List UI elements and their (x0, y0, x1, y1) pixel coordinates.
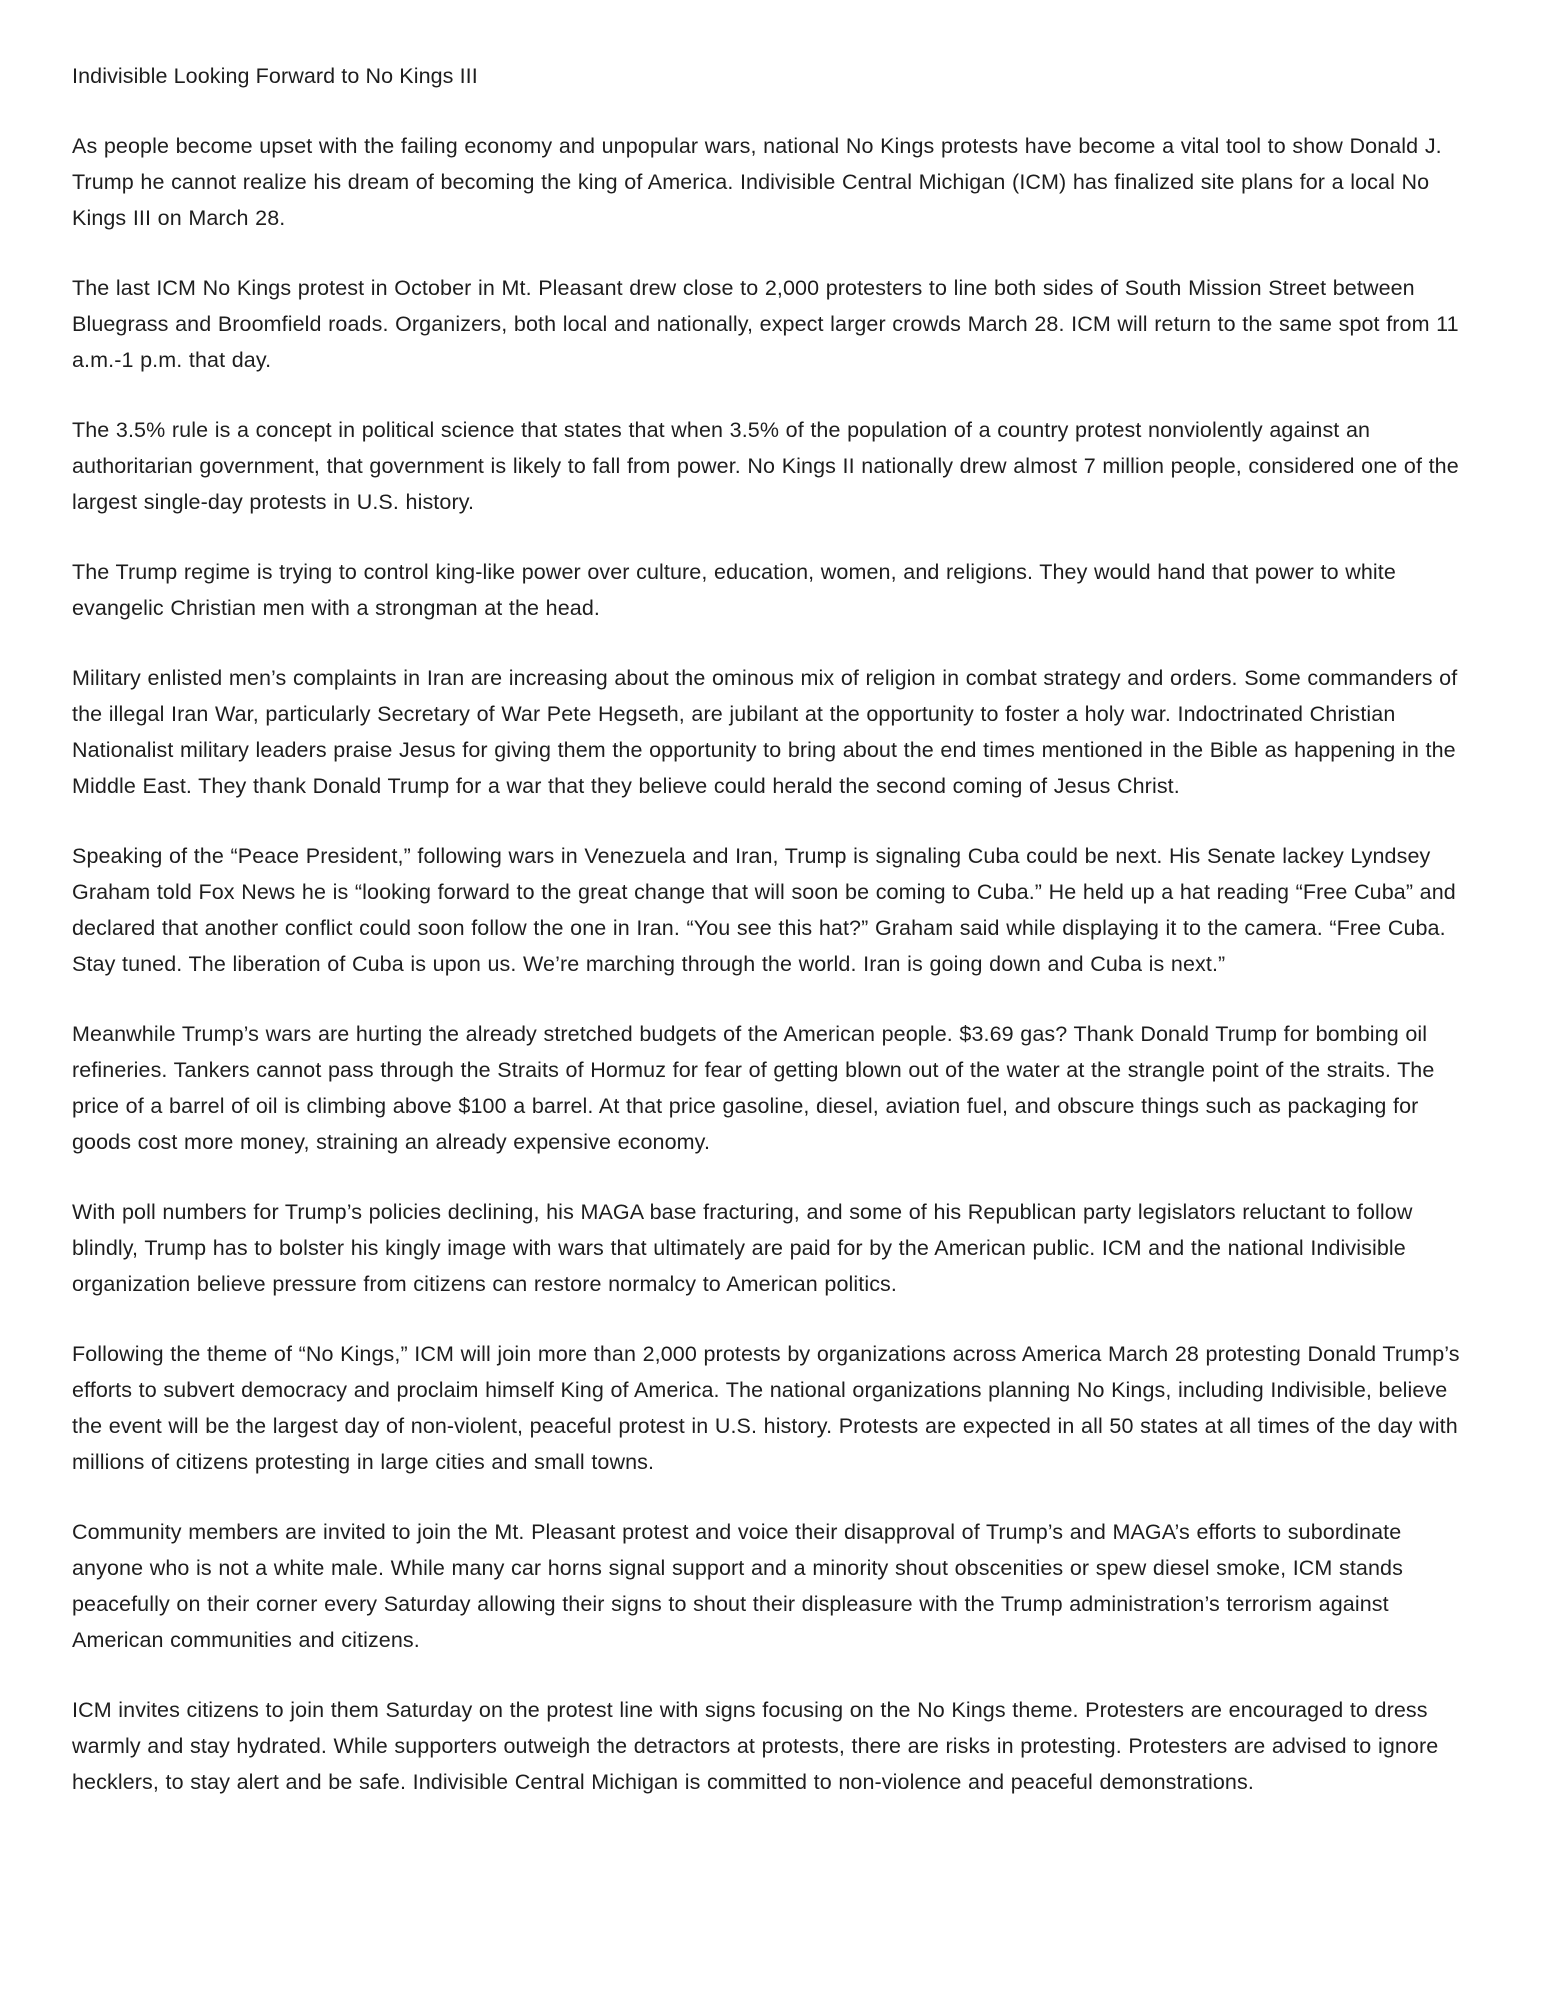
article-paragraph: The 3.5% rule is a concept in political science that states that when 3.5% of the population of a country protest nonviolently against an authoritarian government, that government is likely to fall from power. No Kings II nationally drew almost 7 million people, considered one of the largest single-day protests in U.S. history. (72, 418, 1459, 514)
article-paragraph: As people become upset with the failing economy and unpopular wars, national No Kings protests have become a vital tool to show Donald J. Trump he cannot realize his dream of becoming the king of America. Indivisible Central Michigan (ICM) has finalized site plans for a local No Kings III on March 28. (72, 134, 1442, 230)
article-paragraph: Community members are invited to join the Mt. Pleasant protest and voice their disapproval of Trump’s and MAGA’s efforts to subordinate anyone who is not a white male. While many car horns signal support and a minority shout obscenities or spew diesel smoke, ICM stands peacefully on their corner every Saturday allowing their signs to shout their displeasure with the Trump administration’s terrorism against American communities and citizens. (72, 1520, 1403, 1652)
article-paragraph: ICM invites citizens to join them Saturday on the protest line with signs focusing on the No Kings theme. Protesters are encouraged to dress warmly and stay hydrated. While supporters outweigh the detractors at protests, there are risks in protesting. Protesters are advised to ignore hecklers, to stay alert and be safe. Indivisible Central Michigan is committed to non-violence and peaceful demonstrations. (72, 1698, 1439, 1794)
article-paragraph: Following the theme of “No Kings,” ICM will join more than 2,000 protests by organizations across America March 28 protesting Donald Trump’s efforts to subvert democracy and proclaim himself King of America. The national organizations planning No Kings, including Indivisible, believe the event will be the largest day of non-violent, peaceful protest in U.S. history. Protests are expected in all 50 states at all times of the day with millions of citizens protesting in large cities and small towns. (72, 1342, 1460, 1474)
article-paragraph: With poll numbers for Trump’s policies declining, his MAGA base fracturing, and some of his Republican party legislators reluctant to follow blindly, Trump has to bolster his kingly image with wars that ultimately are paid for by the American public. ICM and the national Indivisible organization believe pressure from citizens can restore normalcy to American politics. (72, 1200, 1413, 1296)
article-paragraph: Military enlisted men’s complaints in Iran are increasing about the ominous mix of religion in combat strategy and orders. Some commanders of the illegal Iran War, particularly Secretary of War Pete Hegseth, are jubilant at the opportunity to foster a holy war. Indoctrinated Christian Nationalist military leaders praise Jesus for giving them the opportunity to bring about the end times mentioned in the Bible as happening in the Middle East. They thank Donald Trump for a war that they believe could herald the second coming of Jesus Christ. (72, 666, 1458, 798)
article-paragraph: Speaking of the “Peace President,” following wars in Venezuela and Iran, Trump is signaling Cuba could be next. His Senate lackey Lyndsey Graham told Fox News he is “looking forward to the great change that will soon be coming to Cuba.” He held up a hat reading “Free Cuba” and declared that another conflict could soon follow the one in Iran. “You see this hat?” Graham said while displaying it to the camera. “Free Cuba. Stay tuned. The liberation of Cuba is upon us. We’re marching through the world. Iran is going down and Cuba is next.” (72, 844, 1456, 976)
article-paragraph: The Trump regime is trying to control king-like power over culture, education, women, and religions. They would hand that power to white evangelic Christian men with a strongman at the head. (72, 560, 1396, 620)
article-paragraph: Meanwhile Trump’s wars are hurting the already stretched budgets of the American people. $3.69 gas? Thank Donald Trump for bombing oil refineries. Tankers cannot pass through the Straits of Hormuz for fear of getting blown out of the water at the strangle point of the straits. The price of a barrel of oil is climbing above $100 a barrel. At that price gasoline, diesel, aviation fuel, and obscure things such as packaging for goods cost more money, straining an already expensive economy. (72, 1022, 1435, 1154)
article-title: Indivisible Looking Forward to No Kings III (72, 64, 478, 88)
article-paragraph: The last ICM No Kings protest in October in Mt. Pleasant drew close to 2,000 protesters to line both sides of South Mission Street between Bluegrass and Broomfield roads. Organizers, both local and nationally, expect larger crowds March 28. ICM will return to the same spot from 11 a.m.-1 p.m. that day. (72, 276, 1459, 372)
